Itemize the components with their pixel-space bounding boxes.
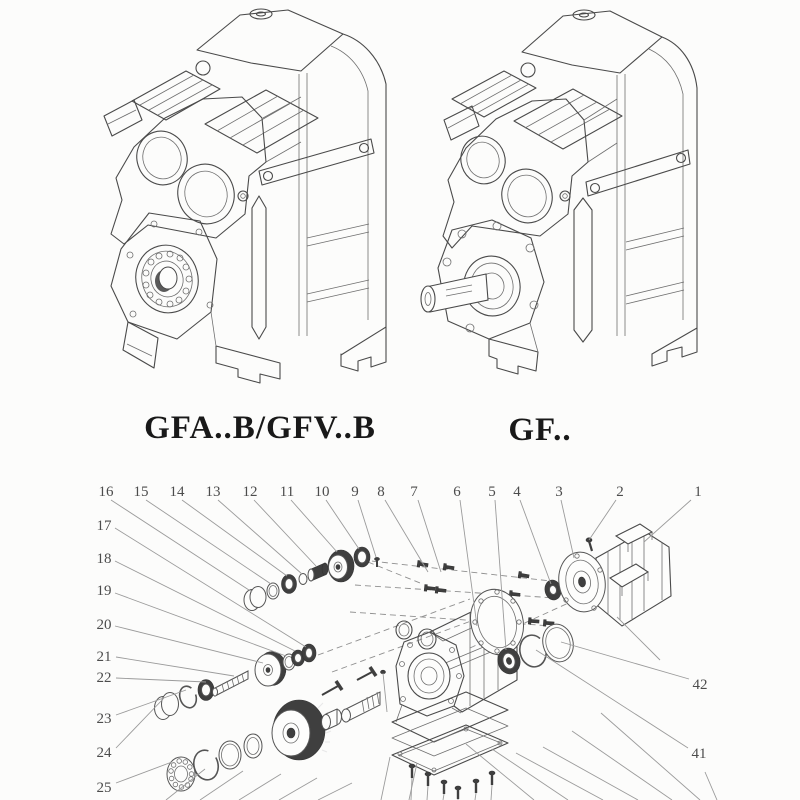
- leader-line-22: [116, 678, 206, 682]
- callout-number-19: 19: [96, 583, 112, 599]
- leader-line-6: [460, 500, 477, 626]
- callout-number-12: 12: [242, 484, 258, 500]
- motor-assembly: [554, 524, 671, 626]
- callout-number-14: 14: [169, 484, 185, 500]
- callout-number-15: 15: [133, 484, 149, 500]
- callout-number-11: 11: [279, 484, 295, 500]
- callout-number-1: 1: [694, 484, 702, 500]
- callout-number-23: 23: [96, 711, 112, 727]
- leader-line-4: [520, 500, 551, 584]
- callout-number-25: 25: [96, 780, 112, 796]
- callout-number-21: 21: [96, 649, 112, 665]
- callout-number-42: 42: [692, 677, 708, 693]
- output-shaft: [426, 274, 488, 312]
- leader-line-14: [182, 500, 287, 576]
- callout-number-3: 3: [555, 484, 563, 500]
- callout-labels: [97, 484, 708, 796]
- leader-line-42: [561, 642, 689, 679]
- dashed-guides: [318, 560, 575, 672]
- callout-number-2: 2: [616, 484, 624, 500]
- leader-line-11: [291, 500, 337, 552]
- leader-line-21: [116, 657, 234, 676]
- leader-line-25: [116, 762, 172, 783]
- leader-line-1: [644, 500, 691, 542]
- leader-line-18: [115, 561, 295, 651]
- callout-number-13: 13: [205, 484, 221, 500]
- leader-line-12: [254, 500, 316, 566]
- upper-bore-2: [495, 163, 559, 230]
- callout-number-7: 7: [410, 484, 418, 500]
- leader-line-15: [146, 500, 271, 584]
- callout-number-4: 4: [513, 484, 521, 500]
- upper-bore-1: [455, 130, 512, 189]
- gearbox-drawing-gf: [421, 10, 697, 374]
- leader-line-13: [218, 500, 302, 574]
- leader-line-2: [589, 500, 616, 540]
- gearbox-drawing-gfab: [104, 9, 386, 383]
- callout-number-8: 8: [377, 484, 385, 500]
- callout-number-16: 16: [98, 484, 114, 500]
- model-label-gf: GF..: [508, 412, 572, 448]
- leader-line-24: [116, 698, 164, 748]
- callout-number-17: 17: [96, 518, 112, 534]
- upper-bore-2: [170, 157, 242, 231]
- input-shaft-assembly: [244, 547, 380, 611]
- callout-number-5: 5: [488, 484, 496, 500]
- callout-number-41: 41: [691, 746, 707, 762]
- callout-number-10: 10: [314, 484, 330, 500]
- callout-number-22: 22: [96, 670, 112, 686]
- leader-line-16: [111, 500, 252, 592]
- upper-bore-1: [130, 125, 194, 192]
- cutoff-leader-lines: [166, 617, 717, 800]
- leader-line-41: [536, 650, 688, 748]
- callout-number-9: 9: [351, 484, 359, 500]
- callout-number-24: 24: [96, 745, 112, 761]
- callout-number-18: 18: [96, 551, 112, 567]
- model-label-gfab: GFA..B/GFV..B: [144, 410, 376, 446]
- exploded-parts-diagram: [97, 484, 718, 800]
- callout-number-6: 6: [453, 484, 461, 500]
- leader-line-10: [326, 500, 359, 549]
- leader-line-20: [115, 626, 263, 663]
- leader-line-3: [561, 500, 574, 558]
- callout-number-20: 20: [96, 617, 112, 633]
